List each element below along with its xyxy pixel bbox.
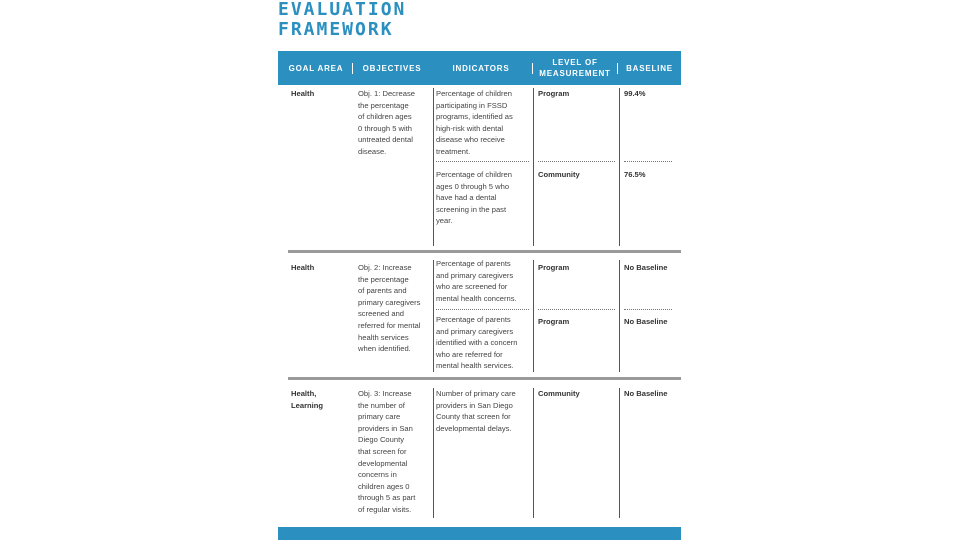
header-baseline: BASELINE [626,63,673,73]
indicator-line: year. [436,216,453,226]
indicator-line: treatment. [436,146,471,156]
title-line-1: EVALUATION [278,0,407,20]
indicator-line: mental health services. [436,361,514,371]
objective-line: 0 through 5 with [358,123,413,133]
objective-line: primary caregivers [358,297,421,307]
objective-line: Obj. 3: Increase [358,389,412,398]
row-3-level-1: Community [538,389,580,398]
indicator-line: who are referred for [436,349,503,359]
indicator-line: Percentage of parents [436,259,511,268]
indicator-line: disease who receive [436,135,505,145]
indicator-line: providers in San Diego [436,400,513,410]
goal-line: Learning [291,400,324,410]
header-goal-area: GOAL AREA [288,63,344,73]
indicator-line: mental health concerns. [436,293,517,303]
indicator-line: County that screen for [436,412,511,422]
row-2-indicator-2 [436,314,517,372]
objective-line: children ages 0 [358,481,410,491]
indicator-line: who are screened for [436,282,508,292]
row-2-goal-area: Health [291,263,315,272]
objective-line: the number of [358,400,405,410]
objective-line: health services [358,332,409,342]
table-footer-bar [278,527,681,540]
header-level-of-measurement [534,51,616,85]
indicator-line: and primary caregivers [436,326,514,336]
indicator-line: screening in the past [436,204,507,214]
objective-line: untreated dental [358,135,413,145]
column-divider [619,88,620,246]
row-3-indicator-1 [436,388,516,434]
row-1-indicator-1 [436,88,513,158]
objective-line: the percentage [358,100,409,110]
dotted-divider [538,309,615,310]
header-divider [352,63,353,74]
row-3-objective [358,388,415,516]
row-1-baseline-1: 99.4% [624,89,646,98]
objective-line: disease. [358,146,387,156]
column-divider [433,260,434,372]
goal-line: Health, [291,389,317,398]
title-line-2: FRAMEWORK [278,19,394,40]
dotted-divider [436,161,529,162]
row-2-baseline-1: No Baseline [624,263,668,272]
objective-line: referred for mental [358,320,421,330]
indicator-line: Percentage of parents [436,315,511,324]
column-divider [433,88,434,246]
header-indicators: INDICATORS [452,63,510,73]
row-separator [288,377,681,380]
column-divider [533,260,534,372]
dotted-divider [436,309,529,310]
page-title [278,0,406,40]
indicator-line: and primary caregivers [436,270,514,280]
indicator-line: have had a dental [436,193,497,203]
objective-line: primary care [358,412,401,422]
row-2-baseline-2: No Baseline [624,317,668,326]
indicator-line: Number of primary care [436,389,516,398]
row-3-goal-area [291,388,323,411]
row-3-baseline-1: No Baseline [624,389,668,398]
indicator-line: Percentage of children [436,170,512,179]
row-2-level-1: Program [538,263,570,272]
table-header [278,51,681,85]
header-level-line-2: MEASUREMENT [539,69,611,78]
header-divider [532,63,533,74]
indicator-line: identified with a concern [436,338,518,348]
row-1-level-2: Community [538,170,580,179]
objective-line: that screen for [358,446,407,456]
objective-line: when identified. [358,344,411,354]
indicator-line: participating in FSSD [436,100,508,110]
objective-line: of regular visits. [358,504,412,514]
objective-line: concerns in [358,470,397,480]
objective-line: Obj. 1: Decrease [358,89,415,98]
header-objectives: OBJECTIVES [362,63,422,73]
column-divider [619,260,620,372]
objective-line: developmental [358,458,408,468]
objective-line: providers in San [358,423,413,433]
objective-line: screened and [358,309,405,319]
row-2-objective [358,262,420,355]
row-1-level-1: Program [538,89,570,98]
header-level-line-1: LEVEL OF [552,58,598,67]
indicator-line: ages 0 through 5 who [436,181,510,191]
row-1-baseline-2: 76.5% [624,170,646,179]
row-2-indicator-1 [436,258,517,304]
indicator-line: programs, identified as [436,112,513,122]
objective-line: of parents and [358,286,407,296]
objective-line: the percentage [358,274,409,284]
row-1-goal-area: Health [291,89,315,98]
objective-line: through 5 as part [358,493,416,503]
dotted-divider [538,161,615,162]
row-1-indicator-2 [436,169,512,227]
dotted-divider [624,309,672,310]
column-divider [533,388,534,518]
column-divider [619,388,620,518]
objective-line: of children ages [358,112,412,122]
column-divider [433,388,434,518]
indicator-line: developmental delays. [436,423,512,433]
indicator-line: high-risk with dental [436,123,504,133]
indicator-line: Percentage of children [436,89,512,98]
objective-line: Diego County [358,435,405,445]
column-divider [533,88,534,246]
row-2-level-2: Program [538,317,570,326]
dotted-divider [624,161,672,162]
row-1-objective [358,88,415,158]
objective-line: Obj. 2: Increase [358,263,412,272]
row-separator [288,250,681,253]
